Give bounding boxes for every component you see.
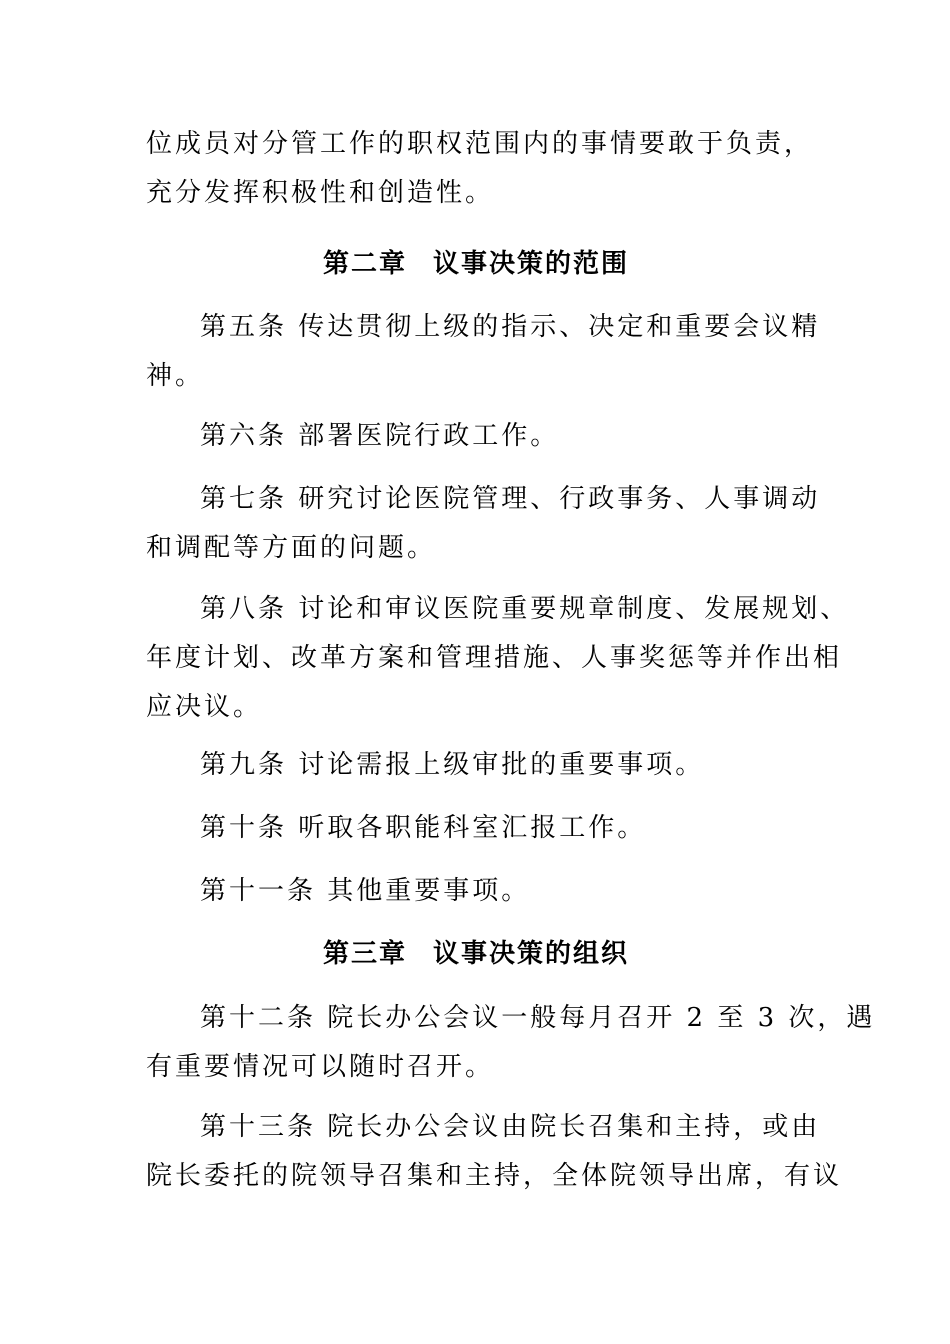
chapter-3-number: 第三章 [322,939,407,969]
chapter-3-title: 议事决策的组织 [433,939,630,969]
article-13 [146,1103,843,1201]
article-5 [146,303,821,401]
article-12-line-1: 第十二条 院长办公会议一般每月召开 2 至 3 次，遇 [200,1003,876,1033]
article-5-line-1: 第五条 传达贯彻上级的指示、决定和重要会议精 [200,312,821,342]
article-8 [146,585,850,732]
article-11-line-1: 第十一条 其他重要事项。 [200,876,531,906]
article-9 [146,741,806,790]
chapter-2-number: 第二章 [322,249,407,279]
intro-line-1: 位成员对分管工作的职权范围内的事情要敢于负责， [146,129,814,159]
article-7 [146,475,821,573]
article-12-line-2: 有重要情况可以随时召开。 [146,1052,495,1082]
article-9-line-1: 第九条 讨论需报上级审批的重要事项。 [200,750,705,780]
article-8-line-1: 第八条 讨论和审议医院重要规章制度、发展规划、 [200,594,850,624]
chapter-2-title: 议事决策的范围 [433,249,630,279]
article-12 [146,994,876,1092]
intro-paragraph [146,120,814,218]
article-13-line-1: 第十三条 院长办公会议由院长召集和主持，或由 [200,1112,821,1142]
article-5-line-2: 神。 [146,361,205,391]
chapter-2-heading [146,240,806,289]
article-7-line-2: 和调配等方面的问题。 [146,533,437,563]
chapter-3-heading [146,930,806,979]
article-6 [146,412,806,461]
article-13-line-2: 院长委托的院领导召集和主持，全体院领导出席，有议 [146,1161,843,1191]
article-8-line-3: 应决议。 [146,692,263,722]
intro-line-2: 充分发挥积极性和创造性。 [146,178,495,208]
article-8-line-2: 年度计划、改革方案和管理措施、人事奖惩等并作出相 [146,643,843,673]
article-10-line-1: 第十条 听取各职能科室汇报工作。 [200,813,647,843]
article-7-line-1: 第七条 研究讨论医院管理、行政事务、人事调动 [200,484,821,514]
article-10 [146,804,806,853]
article-11 [146,867,806,916]
article-6-line-1: 第六条 部署医院行政工作。 [200,421,560,451]
